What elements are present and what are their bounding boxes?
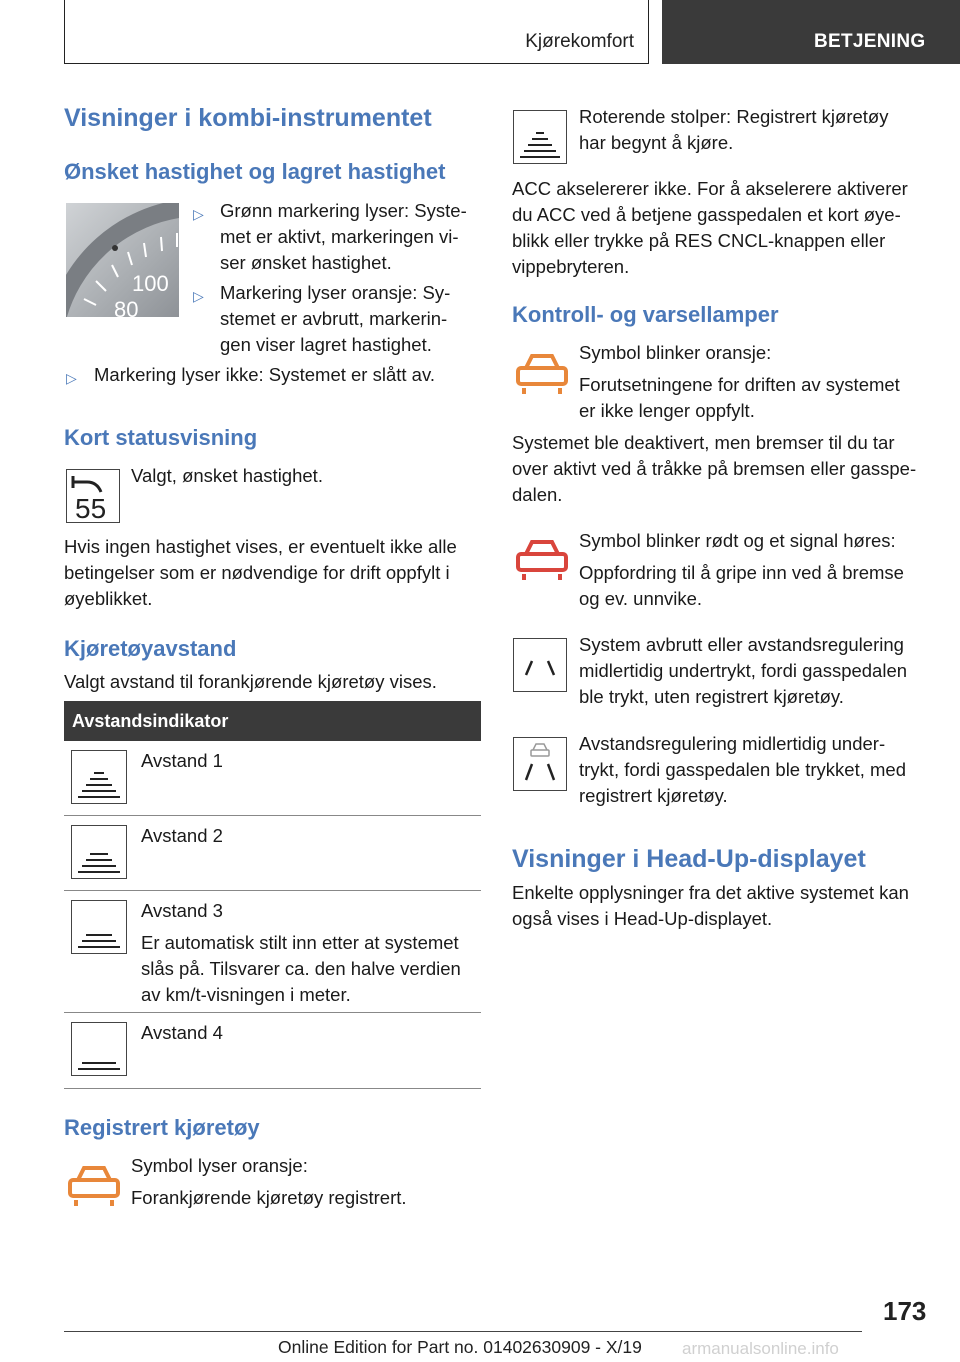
speed-status-icon xyxy=(66,469,120,523)
divider xyxy=(64,815,481,816)
distance-2-icon xyxy=(71,825,127,879)
footer-edition: Online Edition for Part no. 01402630909 - X/19 xyxy=(278,1337,642,1357)
table-row: Avstand 2 xyxy=(141,825,223,846)
lamp4-text: Avstandsregulering midlertidig under- trykt, fordi gasspedalen ble trykket, med registrert kjøretøy. xyxy=(579,733,906,806)
car-orange-icon xyxy=(66,1162,122,1208)
lane-car-icon xyxy=(513,737,567,791)
lamp2-a: Symbol blinker rødt og et signal høres: xyxy=(579,530,896,551)
status-paragraph: Hvis ingen hastighet vises, er eventuelt ikke alle betingelser som er nødvendige for drift oppfylt i øyeblikket. xyxy=(64,536,457,609)
heading-registered: Registrert kjøretøy xyxy=(64,1115,260,1140)
bullet-icon: ▷ xyxy=(193,288,204,304)
divider xyxy=(64,1012,481,1013)
divider xyxy=(64,1088,481,1089)
car-red-icon xyxy=(514,536,570,582)
lamp1-paragraph: Systemet ble deaktivert, men bremser til du tar over aktivt ved å tråkke på bremsen eller gasspe- dalen. xyxy=(512,432,917,505)
distance-3-note: Er automatisk stilt inn etter at systemet slås på. Tilsvarer ca. den halve verdien av km/t-visningen i meter. xyxy=(141,932,461,1005)
heading-lamps: Kontroll- og varsellamper xyxy=(512,302,779,327)
lamp1-b: Forutsetningene for driften av systemet er ikke lenger oppfylt. xyxy=(579,374,900,421)
car-orange-icon xyxy=(514,350,570,396)
lamp3-text: System avbrutt eller avstandsregulering midlertidig undertrykt, fordi gasspedalen ble trykt, uten registrert kjøretøy. xyxy=(579,634,908,707)
page-number: 173 xyxy=(883,1296,927,1326)
watermark: armanualsonline.info xyxy=(682,1339,839,1358)
registered-2: Forankjørende kjøretøy registrert. xyxy=(131,1187,407,1208)
bullet-icon: ▷ xyxy=(193,206,204,222)
lamp2-b: Oppfordring til å gripe inn ved å bremse og ev. unnvike. xyxy=(579,562,904,609)
lamp1-a: Symbol blinker oransje: xyxy=(579,342,772,363)
table-row: Avstand 4 xyxy=(141,1022,223,1043)
rotating-text: Roterende stolper: Registrert kjøretøy har begynt å kjøre. xyxy=(579,106,889,153)
gauge-80: 80 xyxy=(114,297,139,317)
registered-1: Symbol lyser oransje: xyxy=(131,1155,308,1176)
bullet-icon: ▷ xyxy=(66,370,77,386)
hud-paragraph: Enkelte opplysninger fra det aktive systemet kan også vises i Head-Up-displayet. xyxy=(512,882,909,929)
rotating-bars-icon xyxy=(513,110,567,164)
distance-intro: Valgt avstand til forankjørende kjøretøy vises. xyxy=(64,671,437,692)
distance-1-icon xyxy=(71,750,127,804)
footer-rule xyxy=(64,1331,862,1332)
heading-distance: Kjøretøyavstand xyxy=(64,636,237,661)
table-header: Avstandsindikator xyxy=(64,701,481,741)
gauge-100: 100 xyxy=(132,271,169,296)
status-text: Valgt, ønsket hastighet. xyxy=(131,465,323,486)
heading-kombi: Visninger i kombi-instrumentet xyxy=(64,104,432,132)
chapter-title: BETJENING xyxy=(814,31,926,52)
table-row: Avstand 1 xyxy=(141,750,223,771)
distance-3-icon xyxy=(71,900,127,954)
heading-speed: Ønsket hastighet og lagret hastighet xyxy=(64,159,446,184)
table-row: Avstand 3 xyxy=(141,900,223,921)
section-title: Kjørekomfort xyxy=(525,31,634,52)
speed-bullet-3: Markering lyser ikke: Systemet er slått av. xyxy=(94,364,435,385)
heading-status: Kort statusvisning xyxy=(64,425,258,450)
header-chapter-tab xyxy=(662,0,960,64)
speed-bullet-2: Markering lyser oransje: Sy- stemet er avbrutt, markerin- gen viser lagret hastighet. xyxy=(220,282,451,355)
acc-paragraph: ACC akselererer ikke. For å akselerere aktiverer du ACC ved å betjene gasspedalen et kort øye- blikk eller trykke på RES CNCL-knappen eller vippebryteren. xyxy=(512,178,908,277)
heading-hud: Visninger i Head-Up-displayet xyxy=(512,845,866,873)
lane-lines-icon xyxy=(513,638,567,692)
header-section-tab xyxy=(64,0,649,64)
speed-bullet-1: Grønn markering lyser: Syste- met er aktivt, markeringen vi- ser ønsket hastighet. xyxy=(220,200,467,273)
divider xyxy=(64,890,481,891)
svg-text:55: 55 xyxy=(75,493,107,522)
speedometer-image xyxy=(66,203,179,317)
distance-4-icon xyxy=(71,1022,127,1076)
